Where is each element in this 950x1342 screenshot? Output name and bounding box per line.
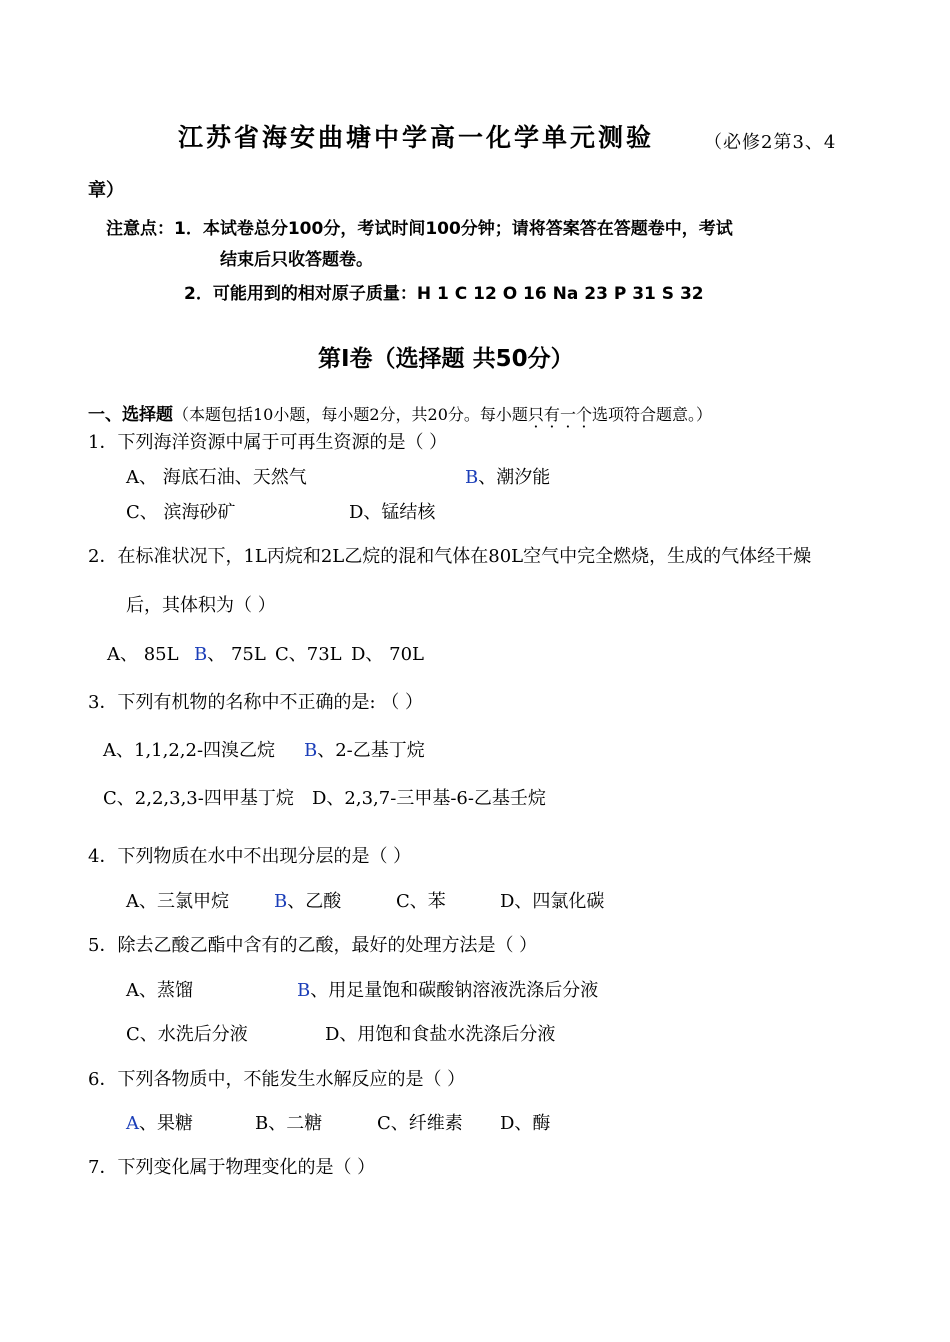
answer-letter: B: [297, 980, 311, 1001]
exam-title: 江苏省海安曲塘中学高一化学单元测验: [178, 123, 655, 152]
answer-letter: B: [465, 467, 479, 488]
q1-option-b: [465, 463, 550, 489]
q5-option-c: C、水洗后分液: [126, 1024, 248, 1045]
q6-option-a-text: 、果糖: [139, 1113, 193, 1134]
q1-option-d: D、锰结核: [349, 502, 436, 523]
answer-letter: B: [194, 644, 208, 665]
emphasis-char: 有: [543, 405, 560, 424]
q3-option-b-text: 、2-乙基丁烷: [317, 740, 425, 761]
question-2-stem: 2．在标准状况下，1L丙烷和2L乙烷的混和气体在80L空气中完全燃烧，生成的气体经干燥: [88, 546, 812, 567]
exam-subtitle: （必修2第3、4: [704, 132, 837, 153]
q1-option-c: C、 滨海砂矿: [126, 502, 236, 523]
question-7-stem: 7．下列变化属于物理变化的是（ ）: [88, 1157, 376, 1178]
note-line-1b: 结束后只收答题卷。: [220, 250, 373, 270]
q3-option-b: [304, 736, 425, 762]
q6-option-c: C、纤维素: [377, 1113, 463, 1134]
q6-option-d: D、酶: [500, 1113, 551, 1134]
q4-option-c: C、苯: [396, 891, 446, 912]
section-label: 一、选择题: [88, 405, 173, 425]
q1-option-b-text: 、潮汐能: [478, 467, 551, 488]
note-line-1: 注意点：1．本试卷总分100分，考试时间100分钟；请将答案答在答题卷中，考试: [106, 219, 733, 239]
note-line-2: 2．可能用到的相对原子质量：H 1 C 12 O 16 Na 23 P 31 S 32: [184, 284, 704, 304]
q2-option-b-text: 、 75L: [207, 644, 266, 665]
question-2-stem-cont: 后，其体积为（ ）: [126, 595, 276, 616]
emphasis-char: 只: [527, 405, 544, 424]
q5-option-d: D、用饱和食盐水洗涤后分液: [325, 1024, 556, 1045]
answer-letter: A: [126, 1113, 139, 1134]
q4-option-b-text: 、乙酸: [287, 891, 342, 912]
part-title: 第Ⅰ卷（选择题 共50分）: [318, 346, 574, 372]
answer-letter: B: [304, 740, 318, 761]
q3-option-a: A、1,1,2,2-四溴乙烷: [103, 740, 276, 761]
emphasis-char: 一: [559, 405, 576, 424]
answer-letter: B: [274, 891, 288, 912]
question-1-stem: 1．下列海洋资源中属于可再生资源的是（ ）: [88, 432, 448, 453]
q5-option-b-text: 、用足量饱和碳酸钠溶液洗涤后分液: [310, 980, 599, 1001]
question-5-stem: 5．除去乙酸乙酯中含有的乙酸，最好的处理方法是（ ）: [88, 935, 538, 956]
q3-option-d: D、2,3,7-三甲基-6-乙基壬烷: [312, 788, 546, 809]
q5-option-a: A、蒸馏: [126, 980, 193, 1001]
section-desc-a: （本题包括10小题，每小题2分，共20分。每小题: [173, 405, 528, 424]
emphasis-char: 个: [575, 405, 592, 424]
q3-option-c: C、2,2,3,3-四甲基丁烷: [103, 788, 294, 809]
q4-option-d: D、四氯化碳: [500, 891, 605, 912]
q2-option-a: A、 85L: [107, 644, 179, 665]
section-desc-b: 选项符合题意。）: [591, 405, 712, 424]
q2-option-b: [194, 640, 266, 666]
q1-option-a: A、 海底石油、天然气: [126, 467, 307, 488]
question-6-stem: 6．下列各物质中，不能发生水解反应的是（ ）: [88, 1069, 466, 1090]
section-header: [88, 400, 712, 425]
q6-option-b: B、二糖: [255, 1113, 323, 1134]
q5-option-b: [297, 976, 598, 1002]
q2-option-c: C、73L: [275, 644, 342, 665]
q2-option-d: D、 70L: [351, 644, 425, 665]
q6-option-a: [126, 1109, 193, 1135]
question-4-stem: 4．下列物质在水中不出现分层的是（ ）: [88, 846, 412, 867]
exam-subtitle-cont: 章）: [88, 180, 124, 201]
q4-option-a: A、三氯甲烷: [126, 891, 229, 912]
q4-option-b: [274, 887, 341, 913]
question-3-stem: 3．下列有机物的名称中不正确的是: （ ）: [88, 692, 423, 713]
